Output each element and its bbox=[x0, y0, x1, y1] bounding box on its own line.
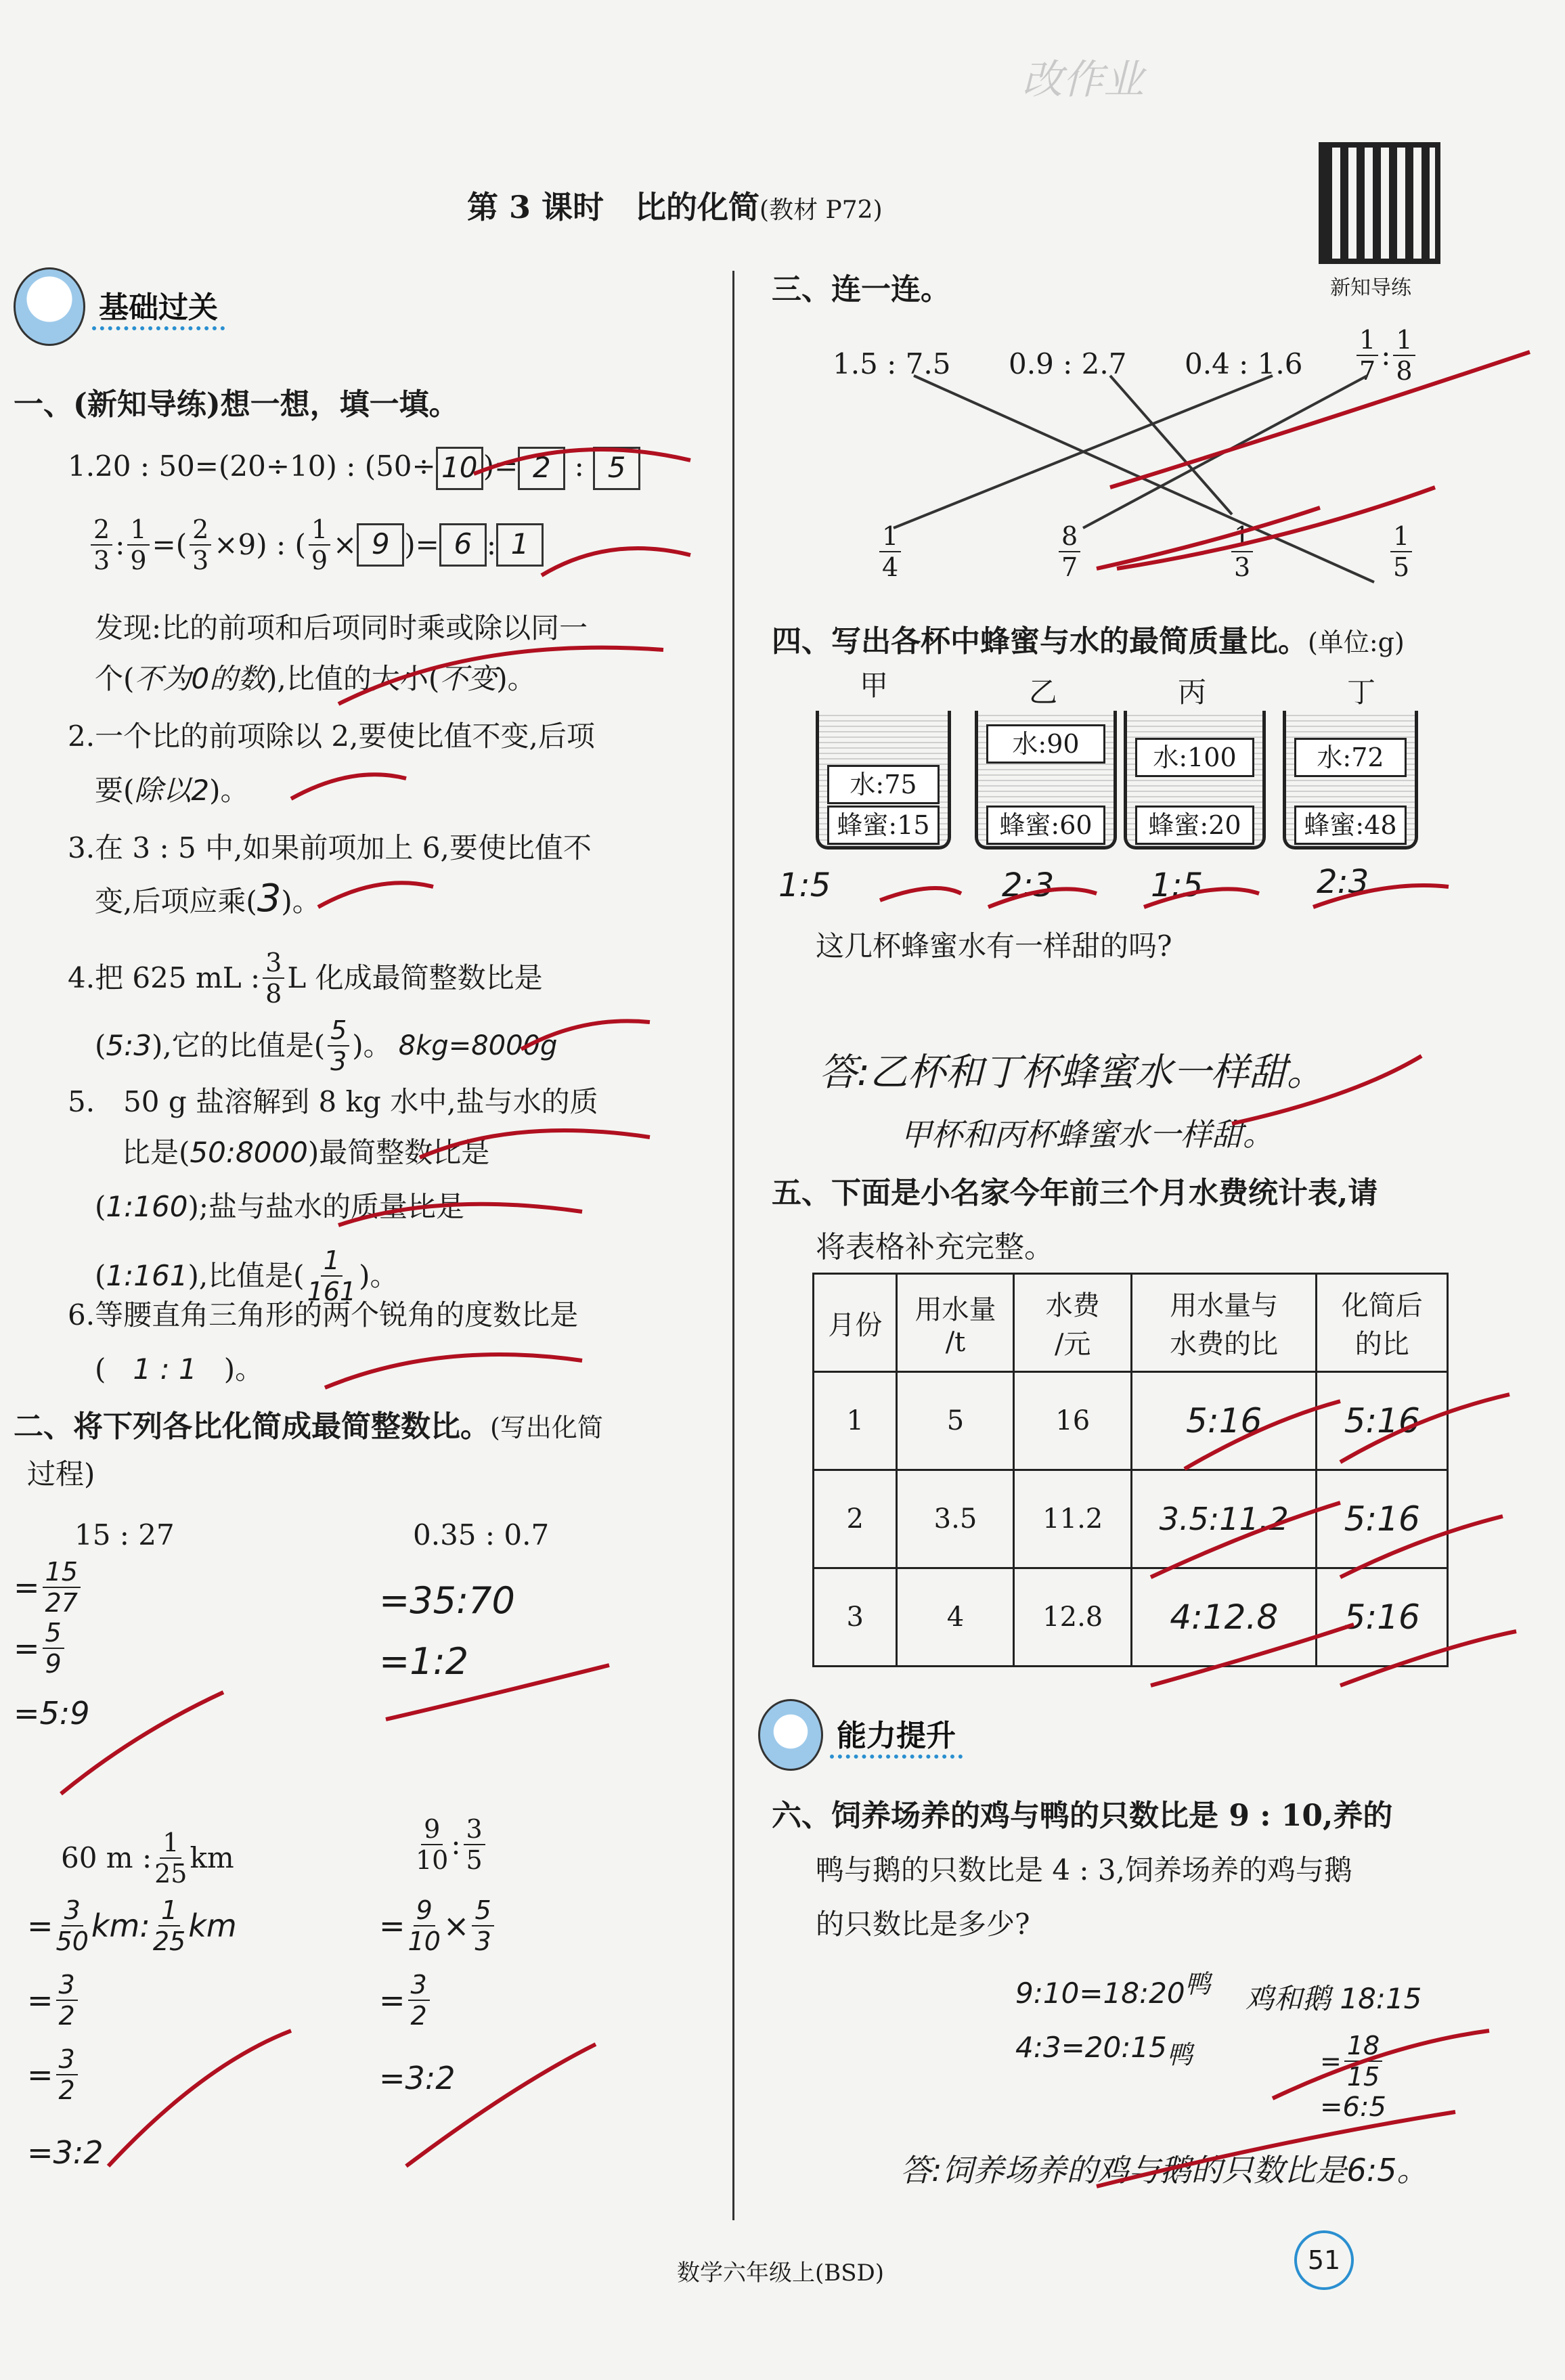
match-top-4[interactable]: $\frac{1}{7}$ : $\frac{1}{8}$ bbox=[1354, 325, 1418, 386]
cup-label: 丙 bbox=[1178, 676, 1207, 709]
match-top-2[interactable]: 0.9 : 2.7 bbox=[1009, 347, 1127, 380]
cup-answer: 2:3 bbox=[1317, 863, 1369, 901]
answer-box[interactable]: 1 bbox=[496, 523, 544, 567]
cup-answer: 1:5 bbox=[1151, 866, 1204, 904]
table-cell: 3 bbox=[814, 1568, 897, 1667]
match-bottom-4[interactable]: $\frac{1}{5}$ bbox=[1388, 521, 1415, 582]
table-header: 水费 /元 bbox=[1014, 1274, 1131, 1372]
section-3-title: 三、连一连。 bbox=[772, 272, 950, 307]
table-cell: 1 bbox=[814, 1372, 897, 1470]
section-6-line-3: 的只数比是多少? bbox=[816, 1908, 1030, 1941]
section-6-work-1: $9:10=18:20^鸭$ bbox=[1015, 1969, 1211, 2010]
section-6-line-1: 六、饲养场养的鸡与鸭的只数比是 9 : 10,养的 bbox=[772, 1799, 1393, 1833]
q5-line-4: ( 1:161 ),比值是( $\frac{1}{161}$ )。 bbox=[95, 1246, 399, 1306]
table-cell: 11.2 bbox=[1014, 1470, 1131, 1568]
section-6-line-2: 鸭与鹅的只数比是 4 : 3,饲养场养的鸡与鹅 bbox=[816, 1853, 1352, 1887]
table-cell-answer[interactable]: 3.5:11.2 bbox=[1131, 1470, 1317, 1568]
table-cell: 5 bbox=[897, 1372, 1014, 1470]
q2-line-1: 2.一个比的前项除以 2,要使比值不变,后项 bbox=[68, 720, 595, 753]
problem-1-work: = $\frac{15}{27}$ = $\frac{5}{9}$ =5:9 bbox=[14, 1557, 90, 1732]
table-header: 用水量与 水费的比 bbox=[1131, 1274, 1317, 1372]
answer-box[interactable]: 9 bbox=[357, 523, 404, 567]
table-header: 月份 bbox=[814, 1274, 897, 1372]
match-top-1[interactable]: 1.5 : 7.5 bbox=[833, 347, 951, 380]
q5-line-1: 5. 50 g 盐溶解到 8 kg 水中,盐与水的质 bbox=[68, 1085, 598, 1118]
q4-line-1: 4.把 625 mL : $\frac{3}{8}$ L 化成最简整数比是 bbox=[68, 948, 543, 1009]
cup-bing: 水:100 蜂蜜:20 bbox=[1124, 711, 1266, 850]
table-cell: 3.5 bbox=[897, 1470, 1014, 1568]
q4-line-2: ( 5:3 ),它的比值是( $\frac{5}{3}$ )。 8kg=8000g bbox=[95, 1015, 558, 1076]
q2-line-2: 要(除以2)。 bbox=[95, 774, 249, 807]
cup-label: 丁 bbox=[1347, 676, 1376, 709]
problem-4: $\frac{9}{10}$ : $\frac{3}{5}$ bbox=[413, 1814, 488, 1875]
match-bottom-2[interactable]: $\frac{8}{7}$ bbox=[1056, 521, 1083, 582]
table-cell: 16 bbox=[1014, 1372, 1131, 1470]
table-header: 化简后 的比 bbox=[1317, 1274, 1448, 1372]
cup-ding: 水:72 蜂蜜:48 bbox=[1283, 711, 1418, 850]
cup-jia: 水:75 蜂蜜:15 bbox=[816, 711, 951, 850]
q1-note-2: 个(不为0的数),比值的大小(不变)。 bbox=[95, 662, 536, 695]
q6-line-2: ( 1 : 1 )。 bbox=[95, 1352, 264, 1386]
table-cell-answer[interactable]: 5:16 bbox=[1131, 1372, 1317, 1470]
cup-answer: 2:3 bbox=[1002, 866, 1055, 904]
q5-line-2: 比是(50:8000)最简整数比是 bbox=[122, 1136, 490, 1169]
page-title: 第 3 课时 比的化简(教材 P72) bbox=[467, 189, 883, 225]
table-cell-answer[interactable]: 5:16 bbox=[1317, 1568, 1448, 1667]
section-badge-basic: 基础过关 bbox=[14, 267, 225, 346]
problem-3-work: = $\frac{3}{50}$ km: $\frac{1}{25}$ km = $\frac{3}{2}$ = $\frac{3}{2}$ =3:2 bbox=[27, 1895, 237, 2171]
margin-handwriting: 改作业 bbox=[1022, 56, 1144, 104]
section-2-title: 二、将下列各比化简成最简整数比。(写出化简 bbox=[14, 1409, 603, 1444]
answer-box[interactable]: 5 bbox=[593, 447, 640, 490]
section-1-title: 一、(新知导练)想一想，填一填。 bbox=[14, 387, 459, 422]
answer-box[interactable]: 6 bbox=[439, 523, 487, 567]
problem-4-work: = $\frac{9}{10}$ × $\frac{5}{3}$ = $\frac{3}{2}$ =3:2 bbox=[379, 1895, 497, 2098]
q3-line-1: 3.在 3 : 5 中,如果前项加上 6,要使比值不 bbox=[68, 831, 592, 864]
q1a: 1.20 : 50=(20÷10) : (50÷ 10 )= 2 : 5 bbox=[68, 447, 640, 490]
match-bottom-3[interactable]: $\frac{1}{3}$ bbox=[1229, 521, 1256, 582]
cup-label: 甲 bbox=[860, 669, 889, 702]
section-5-title-2: 将表格补充完整。 bbox=[816, 1230, 1054, 1264]
section-2-subtitle: 过程) bbox=[27, 1457, 95, 1491]
cup-yi: 水:90 蜂蜜:60 bbox=[975, 711, 1117, 850]
section-4-title: 四、写出各杯中蜂蜜与水的最简质量比。(单位:g) bbox=[772, 624, 1405, 659]
section-5-title-1: 五、下面是小名家今年前三个月水费统计表,请 bbox=[772, 1176, 1378, 1210]
section-6-work-3: 鸡和鹅 18:15 bbox=[1246, 1982, 1422, 2015]
problem-1: 15 : 27 bbox=[74, 1518, 175, 1551]
problem-3: 60 m : $\frac{1}{25}$ km bbox=[61, 1828, 234, 1889]
table-cell-answer[interactable]: 5:16 bbox=[1317, 1470, 1448, 1568]
table-cell-answer[interactable]: 4:12.8 bbox=[1131, 1568, 1317, 1667]
table-cell: 2 bbox=[814, 1470, 897, 1568]
table-header: 用水量 /t bbox=[897, 1274, 1014, 1372]
qr-caption: 新知导练 bbox=[1330, 276, 1411, 300]
section-4-question: 这几杯蜂蜜水有一样甜的吗? bbox=[816, 929, 1172, 963]
table-cell: 12.8 bbox=[1014, 1568, 1131, 1667]
q6-line-1: 6.等腰直角三角形的两个锐角的度数比是 bbox=[68, 1298, 579, 1331]
table-cell-answer[interactable]: 5:16 bbox=[1317, 1372, 1448, 1470]
footer-book: 数学六年级上(BSD) bbox=[677, 2260, 885, 2287]
section-4-answer-1: 答:乙杯和丁杯蜂蜜水一样甜。 bbox=[819, 1051, 1325, 1095]
problem-2: 0.35 : 0.7 bbox=[413, 1518, 550, 1551]
section-6-work-5: =6:5 bbox=[1320, 2092, 1386, 2123]
problem-2-work: =35:70 =1:2 bbox=[379, 1579, 515, 1683]
q5-line-3: (1:160);盐与盐水的质量比是 bbox=[95, 1190, 464, 1223]
table-cell: 4 bbox=[897, 1568, 1014, 1667]
section-6-answer: 答:饲养场养的鸡与鹅的只数比是6:5。 bbox=[900, 2152, 1428, 2188]
section-6-work-2: $4:3=20:15_鸭$ bbox=[1015, 2031, 1193, 2070]
section-6-work-4: = $\frac{18}{15}$ bbox=[1320, 2031, 1385, 2092]
q1-note-1: 发现:比的前项和后项同时乘或除以同一 bbox=[95, 611, 588, 644]
answer-box[interactable]: 10 bbox=[436, 447, 483, 490]
answer-box[interactable]: 2 bbox=[518, 447, 565, 490]
page-number: 51 bbox=[1294, 2230, 1354, 2290]
match-bottom-1[interactable]: $\frac{1}{4}$ bbox=[877, 521, 904, 582]
section-4-answer-2: 甲杯和丙杯蜂蜜水一样甜。 bbox=[900, 1116, 1274, 1153]
cup-answer: 1:5 bbox=[778, 866, 831, 904]
q1b: $\frac{2}{3}$ : $\frac{1}{9}$ =( $\frac{2}{3}$ ×9) : ( $\frac{1}{9}$ × 9 )= 6 : 1 bbox=[88, 514, 544, 575]
match-top-3[interactable]: 0.4 : 1.6 bbox=[1185, 347, 1303, 380]
section-badge-ability: 能力提升 bbox=[758, 1699, 963, 1771]
q3-line-2: 变,后项应乘(3)。 bbox=[95, 877, 321, 921]
cup-label: 乙 bbox=[1029, 676, 1058, 709]
